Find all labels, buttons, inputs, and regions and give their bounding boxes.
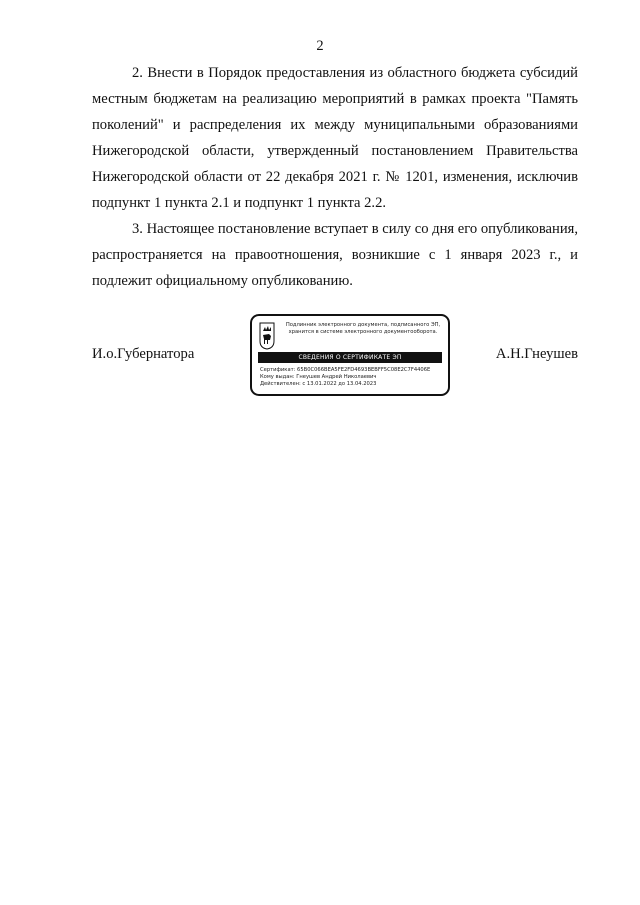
stamp-header bbox=[280, 322, 446, 336]
paragraph-item-3: 3. Настоящее постановление вступает в силу со дня его опубликования, распространяется на правоотношения, возникшие с 1 января 2023 г., и подлежит официальному опубликованию. bbox=[92, 221, 578, 289]
stamp-title-bar: СВЕДЕНИЯ О СЕРТИФИКАТЕ ЭП bbox=[258, 352, 442, 363]
document-body bbox=[92, 60, 578, 294]
stamp-header-line: хранится в системе электронного документооборота. bbox=[288, 329, 438, 335]
certificate-number: Сертификат: 65B0C066BEA5FE2FD4693BEBFF5C08E2C7F4406E bbox=[260, 367, 431, 373]
certificate-owner: Кому выдан: Гнеушев Андрей Николаевич bbox=[260, 374, 377, 381]
coat-of-arms-icon bbox=[259, 322, 275, 350]
paragraph-item-2: 2. Внести в Порядок предоставления из областного бюджета субсидий местным бюджетам на реализацию мероприятий в рамках проекта "Память поколений" и распределения их между муниципальными образованиями Нижегородской области, утвержденный постановлением Правительства Нижегородской области от 22 декабря 2021 г. № 1201, изменения, исключив подпункт 1 пункта 2.1 и подпункт 1 пункта 2.2. bbox=[92, 65, 578, 211]
signer-name: А.Н.Гнеушев bbox=[495, 346, 578, 362]
signature-block bbox=[92, 314, 578, 404]
page-number: 2 bbox=[316, 38, 324, 54]
stamp-details bbox=[260, 367, 444, 389]
signer-title: И.о.Губернатора bbox=[92, 346, 195, 362]
electronic-signature-stamp bbox=[250, 314, 450, 396]
stamp-header-line: Подлинник электронного документа, подписанного ЭП, bbox=[285, 322, 441, 328]
certificate-validity: Действителен: с 13.01.2022 до 13.04.2023 bbox=[260, 381, 377, 388]
